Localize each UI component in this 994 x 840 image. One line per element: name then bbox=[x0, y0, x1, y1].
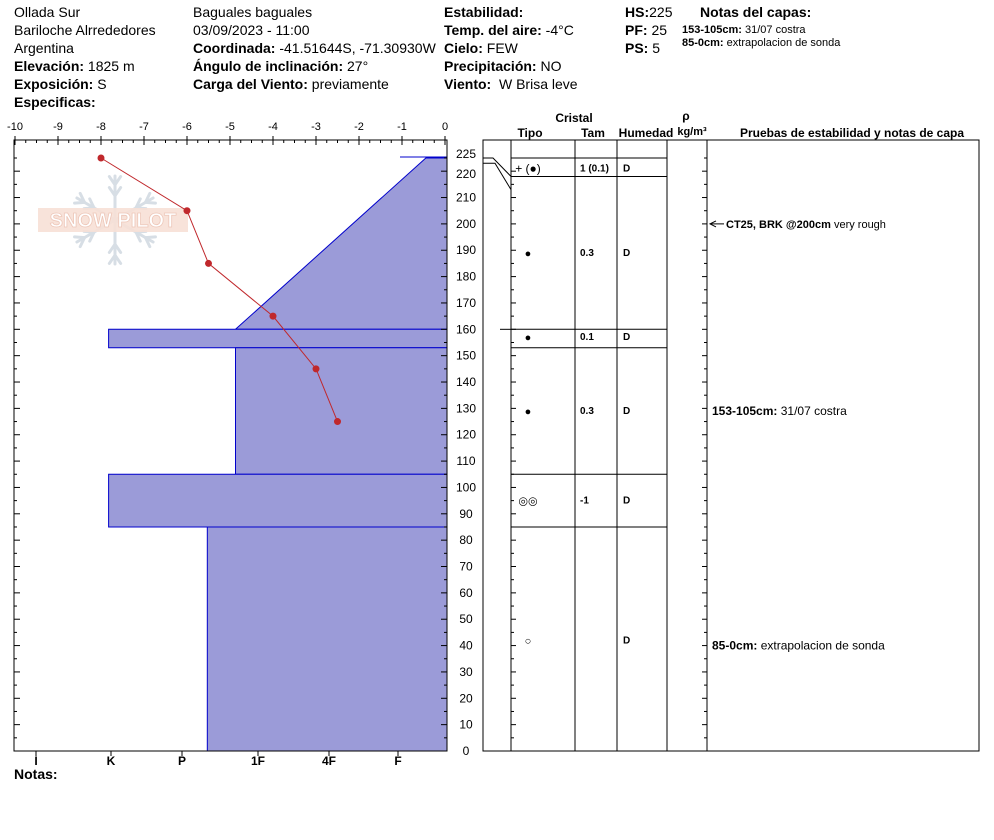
slope-angle: Ángulo de inclinación: 27° bbox=[193, 58, 369, 74]
location-line-3: Argentina bbox=[14, 40, 74, 56]
hardness-tick-label: I bbox=[34, 754, 38, 768]
precipitation: Precipitación: NO bbox=[444, 58, 562, 74]
temperature-point bbox=[184, 207, 191, 214]
temp-tick-label: -1 bbox=[397, 121, 407, 133]
temp-tick-label: -10 bbox=[7, 121, 23, 133]
temp-tick-label: -7 bbox=[139, 121, 149, 133]
depth-tick-label: 210 bbox=[455, 190, 477, 205]
layer-grain-type-5: ○ bbox=[524, 635, 532, 648]
layer-note-0: 153-105cm: 31/07 costra bbox=[712, 404, 847, 419]
depth-tick-label: 120 bbox=[455, 427, 477, 442]
specifics: Especificas: bbox=[14, 94, 96, 110]
temp-tick-label: -9 bbox=[53, 121, 63, 133]
layer-notes-title: Notas del capas: bbox=[700, 4, 812, 20]
temp-tick-label: -5 bbox=[225, 121, 235, 133]
temperature-point bbox=[98, 155, 105, 162]
wind: Viento: W Brisa leve bbox=[444, 76, 578, 92]
stability: Estabilidad: bbox=[444, 4, 524, 20]
location-line-1: Ollada Sur bbox=[14, 4, 81, 20]
col-density-symbol: ρ bbox=[682, 109, 690, 123]
col-moisture: Humedad bbox=[618, 126, 674, 140]
layer-moisture-0: D bbox=[623, 163, 631, 175]
depth-tick-label: 130 bbox=[455, 401, 477, 416]
depth-tick-label: 0 bbox=[462, 744, 470, 758]
site-name: Baguales baguales bbox=[193, 4, 313, 20]
col-size: Tam bbox=[581, 126, 605, 140]
hardness-tick-label: K bbox=[106, 754, 116, 768]
temp-tick-label: -4 bbox=[268, 121, 278, 133]
temperature-point bbox=[334, 418, 341, 425]
depth-tick-label: 190 bbox=[455, 243, 477, 258]
depth-tick-label: 80 bbox=[459, 533, 473, 548]
temp-tick-label: -2 bbox=[354, 121, 364, 133]
depth-tick-label: 50 bbox=[459, 612, 473, 627]
hardness-layer-4 bbox=[207, 527, 447, 751]
layer-note-1: 85-0cm: extrapolacion de sonda bbox=[712, 638, 885, 653]
depth-tick-label: 170 bbox=[455, 295, 477, 310]
layer-note-1: 153-105cm: 31/07 costra bbox=[682, 24, 806, 36]
depth-tick-label: 20 bbox=[459, 691, 473, 706]
col-tests: Pruebas de estabilidad y notas de capa bbox=[739, 126, 965, 140]
air-temp: Temp. del aire: -4°C bbox=[444, 22, 574, 38]
layer-note-2: 85-0cm: extrapolacion de sonda bbox=[682, 37, 841, 49]
depth-tick-label: 140 bbox=[455, 375, 477, 390]
temperature-point bbox=[270, 313, 277, 320]
depth-tick-label: 150 bbox=[455, 348, 477, 363]
layer-grain-type-2: ● bbox=[524, 332, 532, 345]
hardness-tick-label: P bbox=[177, 754, 187, 768]
sky: Cielo: FEW bbox=[444, 40, 518, 56]
layer-moisture-5: D bbox=[623, 635, 631, 647]
depth-tick-label: 100 bbox=[455, 480, 477, 495]
ps: PS: 5 bbox=[625, 40, 661, 56]
layer-grain-type-1: ● bbox=[524, 247, 532, 260]
hardness-layer-1 bbox=[109, 329, 447, 347]
wind-load: Carga del Viento: previamente bbox=[193, 76, 389, 92]
depth-tick-label: 70 bbox=[459, 559, 473, 574]
elevation: Elevación: 1825 m bbox=[14, 58, 135, 74]
hardness-tick-label: F bbox=[394, 754, 402, 768]
layer-moisture-3: D bbox=[623, 406, 631, 418]
depth-tick-label: 200 bbox=[455, 216, 477, 231]
pf: PF: 25 bbox=[625, 22, 668, 38]
col-crystal: Cristal bbox=[555, 111, 593, 125]
temp-tick-label: 0 bbox=[441, 121, 449, 133]
depth-tick-label: 110 bbox=[456, 454, 476, 469]
watermark-text: SNOW PILOT bbox=[49, 210, 177, 232]
hardness-tick-label: 4F bbox=[321, 754, 337, 768]
temperature-point bbox=[313, 365, 320, 372]
layer-grain-type-0: + (●) bbox=[515, 161, 541, 176]
stability-test-0: CT25, BRK @200cm very rough bbox=[726, 218, 886, 231]
depth-tick-label: 10 bbox=[459, 717, 473, 732]
datetime: 03/09/2023 - 11:00 bbox=[193, 22, 310, 38]
temp-tick-label: -3 bbox=[311, 121, 321, 133]
hardness-layer-0 bbox=[236, 158, 448, 329]
layer-grain-type-4: ◎◎ bbox=[518, 495, 538, 508]
layer-grain-size-0: 1 (0.1) bbox=[580, 163, 609, 175]
layer-connector bbox=[483, 163, 511, 189]
depth-tick-label: 180 bbox=[455, 269, 477, 284]
layer-moisture-2: D bbox=[623, 332, 631, 344]
depth-tick-label: 60 bbox=[459, 585, 473, 600]
aspect: Exposición: S bbox=[14, 76, 107, 92]
layer-grain-size-1: 0.3 bbox=[580, 247, 594, 259]
depth-tick-label: 160 bbox=[455, 322, 477, 337]
layer-grain-size-2: 0.1 bbox=[580, 332, 594, 344]
temp-tick-label: -8 bbox=[96, 121, 106, 133]
hardness-tick-label: 1F bbox=[250, 754, 266, 768]
layer-grain-size-3: 0.3 bbox=[580, 406, 594, 418]
layer-moisture-1: D bbox=[623, 247, 631, 259]
layer-grain-type-3: ● bbox=[524, 406, 532, 419]
hs: HS:225 bbox=[625, 4, 673, 20]
location-line-2: Bariloche Alrrededores bbox=[14, 22, 156, 38]
column-headers bbox=[517, 109, 964, 140]
depth-tick-label: 225 bbox=[455, 147, 477, 161]
col-density-unit: kg/m³ bbox=[677, 126, 707, 138]
coordinates: Coordinada: -41.51644S, -71.30930W bbox=[193, 40, 436, 56]
depth-tick-label: 40 bbox=[459, 638, 473, 653]
layer-moisture-4: D bbox=[623, 495, 631, 507]
notes-footer: Notas: bbox=[14, 766, 58, 782]
depth-tick-label: 220 bbox=[455, 167, 477, 182]
depth-tick-label: 30 bbox=[459, 664, 473, 679]
depth-tick-label: 90 bbox=[459, 506, 473, 521]
layer-table-frame bbox=[483, 140, 979, 751]
snowpilot-watermark bbox=[38, 176, 188, 264]
hardness-layer-3 bbox=[109, 474, 447, 527]
col-type: Tipo bbox=[517, 126, 543, 140]
layer-grain-size-4: -1 bbox=[580, 495, 589, 507]
temperature-point bbox=[205, 260, 212, 267]
hardness-layer-2 bbox=[236, 348, 448, 475]
temp-tick-label: -6 bbox=[182, 121, 192, 133]
